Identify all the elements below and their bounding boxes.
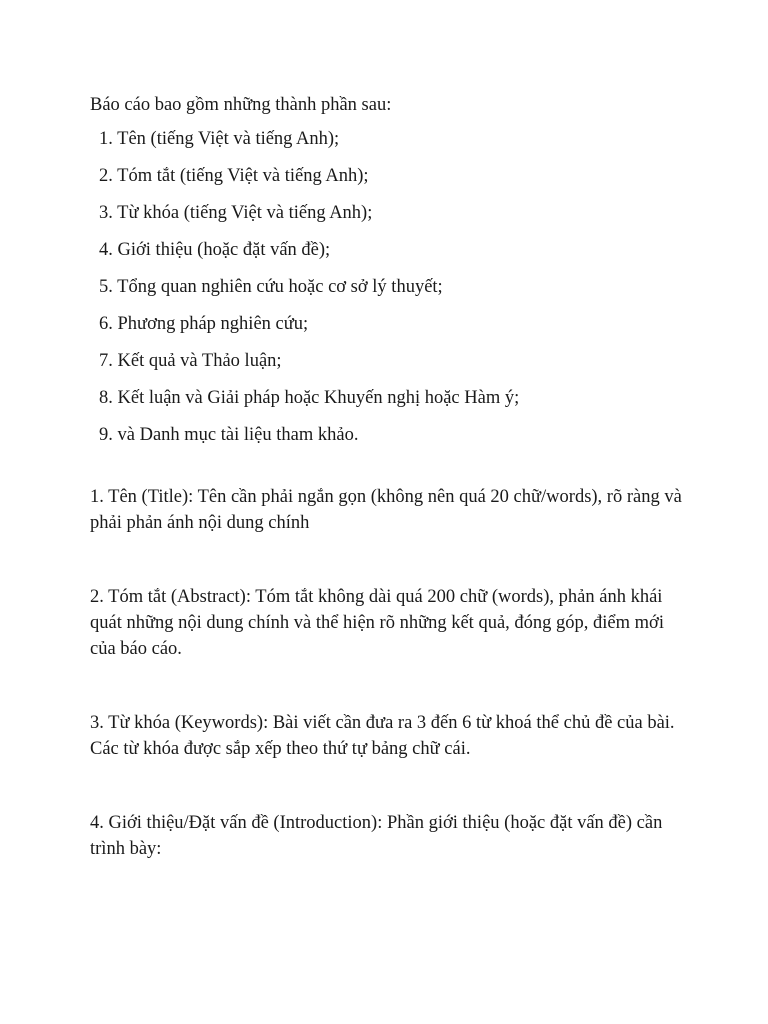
section-keywords-paragraph: 3. Từ khóa (Keywords): Bài viết cần đưa ra 3 đến 6 từ khoá thể chủ đề của bài. Các từ khóa được sắp xếp theo thứ tự bảng chữ cái. [90, 713, 675, 759]
component-list-item: 4. Giới thiệu (hoặc đặt vấn đề); [99, 240, 331, 260]
component-list-item: 1. Tên (tiếng Việt và tiếng Anh); [99, 129, 340, 149]
component-list-item: 9. và Danh mục tài liệu tham khảo. [99, 425, 359, 445]
section-introduction-paragraph: 4. Giới thiệu/Đặt vấn đề (Introduction): Phần giới thiệu (hoặc đặt vấn đề) cần trình bày: [90, 813, 663, 859]
intro-text: Báo cáo bao gồm những thành phần sau: [90, 95, 392, 115]
component-list-item: 2. Tóm tắt (tiếng Việt và tiếng Anh); [99, 166, 369, 186]
component-list-item: 8. Kết luận và Giải pháp hoặc Khuyến nghị hoặc Hàm ý; [99, 388, 520, 408]
section-abstract-paragraph: 2. Tóm tắt (Abstract): Tóm tắt không dài quá 200 chữ (words), phản ánh khái quát những nội dung chính và thể hiện rõ những kết quả, đóng góp, điểm mới của báo cáo. [90, 587, 664, 659]
component-list-item: 6. Phương pháp nghiên cứu; [99, 314, 309, 334]
document-page [90, 92, 690, 862]
component-list-item: 5. Tổng quan nghiên cứu hoặc cơ sở lý thuyết; [99, 277, 443, 297]
component-list-item: 3. Từ khóa (tiếng Việt và tiếng Anh); [99, 203, 373, 223]
component-list-item: 7. Kết quả và Thảo luận; [99, 351, 282, 371]
section-title-paragraph: 1. Tên (Title): Tên cần phải ngắn gọn (không nên quá 20 chữ/words), rõ ràng và phải phản ánh nội dung chính [90, 487, 682, 533]
component-list [90, 126, 690, 448]
